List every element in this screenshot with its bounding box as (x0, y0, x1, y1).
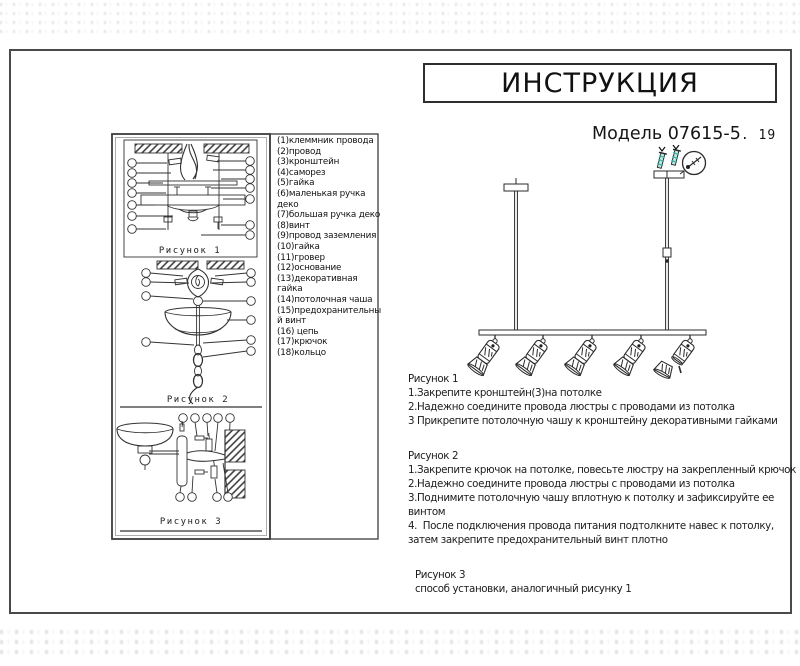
ceiling-hatch-right2 (207, 261, 244, 269)
parts-list-item: (7)большая ручка деко (277, 210, 381, 221)
mount-screw-2 (669, 149, 680, 165)
scan-noise-bottom (0, 630, 800, 660)
mount-screw-1 (655, 152, 666, 168)
wall-hatch-top (225, 430, 245, 462)
model-number (592, 124, 792, 144)
parts-list-item: (1)клеммник провода (277, 136, 374, 146)
instruction-step: 4. После подключения провода питания подтолкните навес к потолку, затем закрепите предохранительный винт плотно (408, 520, 777, 546)
instruction-step: 2.Надежно соедините провода люстры с проводами из потолка (408, 478, 735, 490)
parts-list-item: (3)кронштейн (277, 157, 340, 168)
parts-list-item: (9)провод заземления (277, 231, 377, 242)
mount-bracket (654, 145, 706, 178)
instruction-step: 2.Надежно соедините провода люстры с проводами из потолка (408, 401, 735, 413)
parts-list-item: (16) цепь (277, 326, 319, 337)
figure-2-caption: Рисунок 2 (166, 395, 230, 405)
instruction-block (408, 372, 800, 428)
parts-list-item: (4)саморез (277, 167, 326, 178)
ceiling-hatch-left2 (157, 261, 198, 269)
figure-3-diagram (117, 414, 262, 531)
model-label: Модель 07615-5 (592, 124, 741, 144)
parts-list-item: (14)потолочная чаша (277, 294, 373, 305)
fig1-callouts-right (201, 157, 254, 240)
screw-arrow-1 (659, 147, 665, 151)
instruction-step: 1.Закрепите крючок на потолке, повесьте люстру на закрепленный крючок (408, 464, 796, 476)
instruction-block-title: Рисунок 3 (415, 569, 466, 581)
parts-list-item: (8)винт (277, 220, 310, 231)
instruction-step: 1.Закрепите кронштейн(3)на потолке (408, 387, 602, 399)
figure-3-caption: Рисунок 3 (159, 517, 223, 527)
parts-list-item: (17)крючок (277, 337, 328, 348)
parts-list-item: (11)гровер (277, 252, 325, 263)
instruction-block-title: Рисунок 2 (408, 450, 459, 462)
title-box (423, 63, 777, 103)
spotlight-5 (671, 335, 696, 366)
instruction-block (408, 449, 800, 547)
spotlight-4 (613, 335, 649, 377)
right-rod (663, 178, 671, 330)
parts-list-item: (5)гайка (277, 178, 315, 189)
track-bar (479, 330, 706, 335)
fig3-callouts-bottom (176, 463, 233, 501)
instruction-step: 3.Поднимите потолочную чашу вплотную к потолку и зафиксируйте ее винтом (408, 492, 777, 518)
fixture-drawing (430, 145, 760, 390)
figure-1-diagram (124, 140, 257, 257)
ceiling-hatch-left (135, 144, 182, 153)
figure-1-caption: Рисунок 1 (158, 246, 222, 256)
parts-list (277, 136, 385, 358)
instruction-step: 3 Прикрепите потолочную чашу к кронштейну декоративными гайками (408, 415, 778, 427)
instructions-section (408, 372, 800, 617)
chain (194, 345, 203, 388)
scan-noise-top (0, 3, 800, 33)
ceiling-cup (165, 308, 231, 336)
magnifier-detail (680, 152, 706, 175)
ceiling-hatch-right (204, 144, 249, 153)
spotlight-3 (564, 335, 600, 377)
page-title: ИНСТРУКЦИЯ (501, 67, 699, 99)
spotlight-2 (515, 335, 551, 377)
parts-list-item: (13)декоративная гайка (277, 273, 358, 295)
spotlight-1 (467, 335, 503, 377)
figure-2-diagram (120, 261, 262, 407)
left-rod (504, 178, 528, 330)
screw-arrow-2 (673, 145, 679, 149)
wires (181, 144, 198, 180)
bowl-shade (117, 423, 173, 446)
parts-list-item: (15)предохранительный винт (277, 305, 381, 327)
parts-list-item: (12)основание (277, 263, 342, 274)
instruction-block-title: Рисунок 1 (408, 373, 459, 385)
instruction-block (408, 568, 800, 596)
parts-list-item: (2)провод (277, 146, 322, 157)
model-suffix: . 19 (740, 128, 777, 143)
parts-list-item: (18)кольцо (277, 347, 326, 358)
parts-list-item: (6)маленькая ручка деко (277, 188, 366, 210)
instruction-step: способ установки, аналогичный рисунку 1 (415, 583, 632, 595)
parts-list-item: (10)гайка (277, 241, 320, 252)
